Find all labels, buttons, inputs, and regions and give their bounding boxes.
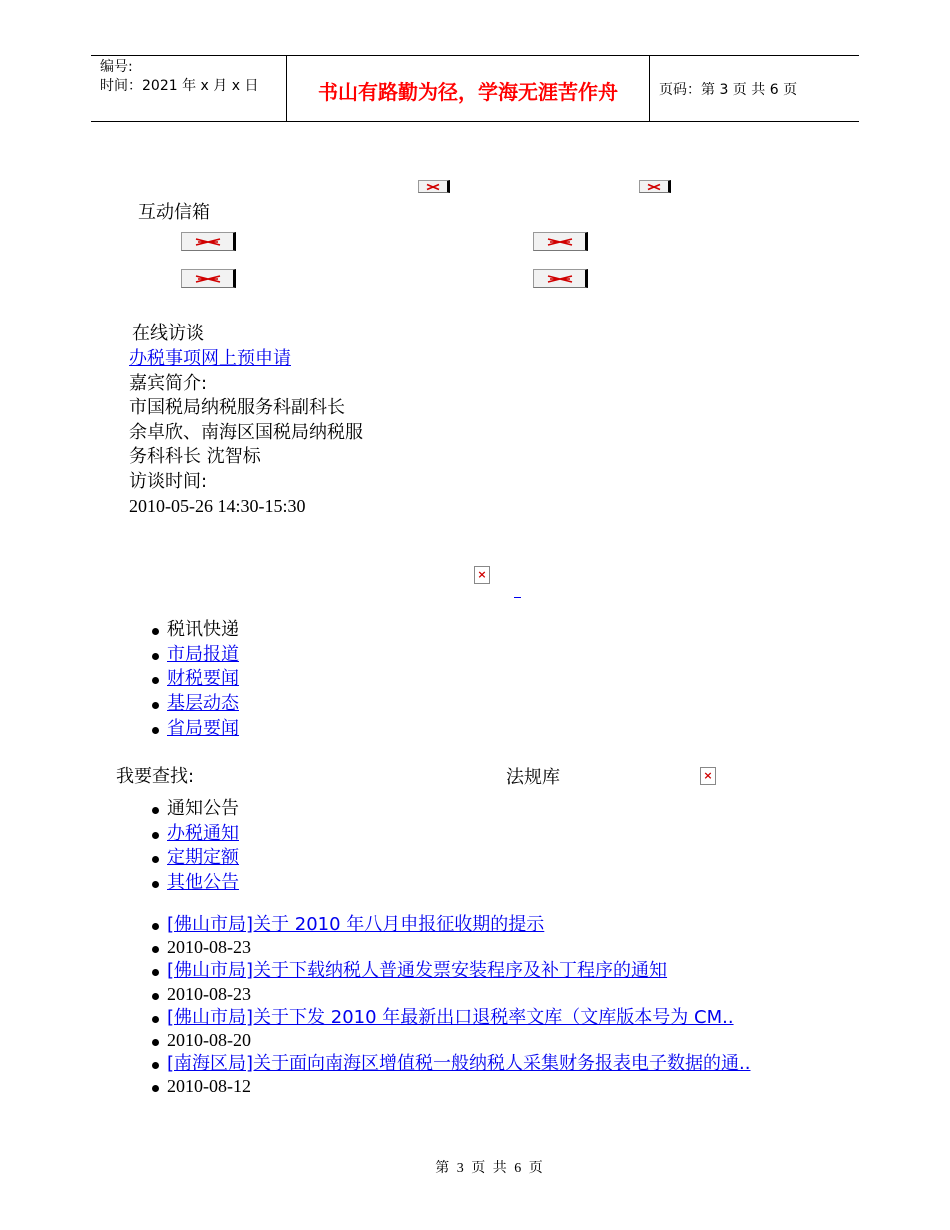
header-motto: 书山有路勤为径，学海无涯苦作舟: [318, 80, 618, 104]
announcement-date: 2010-08-23: [116, 983, 751, 1006]
header-page-info: 页码：第 3 页 共 6 页: [659, 82, 798, 98]
list-item[interactable]: [116, 846, 239, 871]
header-bottom-border: [91, 121, 859, 122]
list-item[interactable]: [116, 692, 239, 717]
mailbox-title: 互动信箱: [138, 202, 210, 223]
guest-line: 务科科长 沈智标: [129, 446, 261, 467]
broken-image-icon[interactable]: [533, 232, 588, 251]
guest-label: 嘉宾简介:: [129, 373, 208, 394]
interview-time-label: 访谈时间:: [129, 471, 208, 492]
announcement-date: 2010-08-12: [116, 1075, 751, 1098]
announcement-date: 2010-08-23: [116, 936, 751, 959]
search-label: 我要查找:: [116, 766, 195, 787]
announcement-link[interactable]: [佛山市局]关于 2010 年八月申报征收期的提示: [167, 914, 545, 935]
notices-list: [116, 797, 239, 896]
page-footer: 第 3 页 共 6 页: [435, 1161, 545, 1176]
news-link[interactable]: 省局要闻: [167, 717, 239, 739]
interview-title: 在线访谈: [132, 323, 204, 344]
notices-heading: 通知公告: [116, 797, 239, 822]
interview-time-value: 2010-05-26 14:30-15:30: [129, 496, 306, 516]
announcement-date: 2010-08-20: [116, 1029, 751, 1052]
list-item[interactable]: [116, 913, 751, 936]
list-item[interactable]: [116, 667, 239, 692]
news-link[interactable]: 市局报道: [167, 643, 239, 665]
list-item[interactable]: [116, 871, 239, 896]
guest-line: 余卓欣、南海区国税局纳税服: [129, 422, 363, 443]
announcement-link[interactable]: [南海区局]关于面向南海区增值税一般纳税人采集财务报表电子数据的通..: [167, 1053, 751, 1075]
search-button-broken-image-icon[interactable]: ×: [700, 767, 716, 785]
announcement-link[interactable]: [佛山市局]关于下载纳税人普通发票安装程序及补丁程序的通知: [167, 960, 668, 982]
broken-image-icon[interactable]: [181, 232, 236, 251]
list-item[interactable]: [116, 1006, 751, 1029]
broken-image-icon[interactable]: [181, 269, 236, 288]
search-select[interactable]: 法规库: [506, 767, 560, 787]
broken-image-icon: [418, 180, 450, 193]
list-item[interactable]: [116, 822, 239, 847]
header-top-border: [91, 55, 859, 56]
list-item[interactable]: [116, 717, 239, 742]
interview-link[interactable]: 办税事项网上预申请: [129, 348, 291, 369]
list-item[interactable]: [116, 959, 751, 982]
broken-image-icon: [639, 180, 671, 193]
tax-news-list: [116, 618, 239, 742]
header-number: 编号:: [100, 59, 133, 75]
notice-link[interactable]: 定期定额: [167, 847, 239, 869]
broken-image-icon[interactable]: [533, 269, 588, 288]
notice-link[interactable]: 办税通知: [167, 822, 239, 844]
tax-news-heading: 税讯快递: [116, 618, 239, 643]
news-link[interactable]: 基层动态: [167, 693, 239, 715]
guest-line: 市国税局纳税服务科副科长: [129, 397, 345, 418]
header-divider-right: [649, 55, 650, 121]
announcement-link[interactable]: [佛山市局]关于下发 2010 年最新出口退税率文库（文库版本号为 CM..: [167, 1006, 734, 1028]
header-time: 时间：2021 年 x 月 x 日: [100, 78, 259, 94]
list-item[interactable]: [116, 643, 239, 668]
broken-image-icon[interactable]: ×: [474, 566, 490, 584]
link-underline[interactable]: [514, 597, 521, 598]
news-link[interactable]: 财税要闻: [167, 668, 239, 690]
notice-link[interactable]: 其他公告: [167, 872, 239, 894]
list-item[interactable]: [116, 1052, 751, 1075]
announcements-list: [116, 913, 751, 1099]
